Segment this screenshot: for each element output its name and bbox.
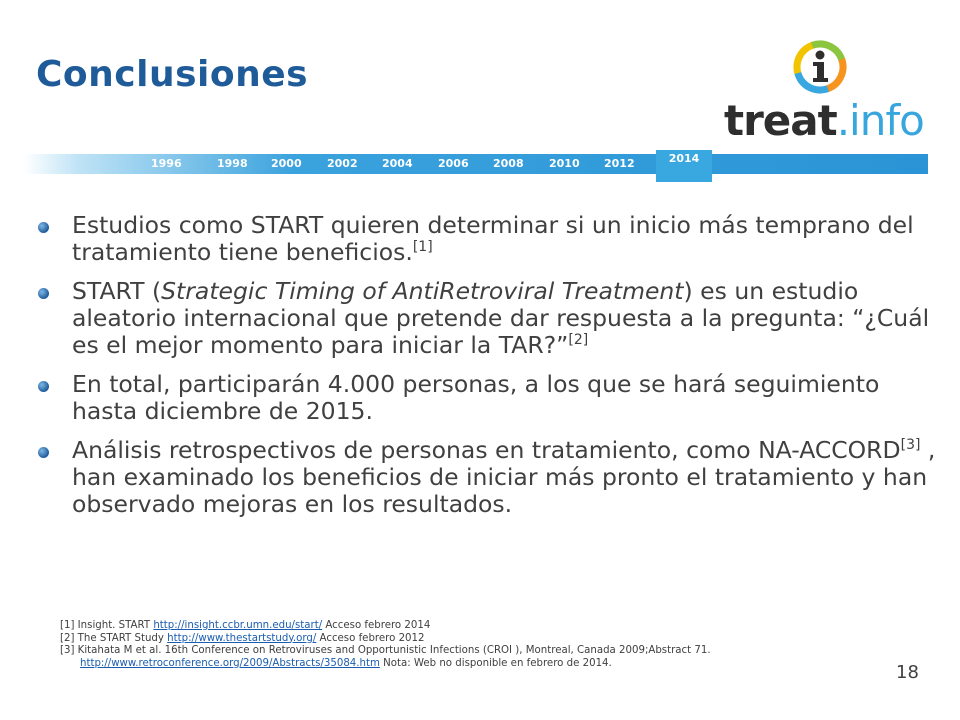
treat-info-logo xyxy=(720,34,924,154)
info-i-icon xyxy=(720,34,920,104)
references xyxy=(60,620,880,670)
bullet-item: START (Strategic Timing of AntiRetroviral Treatment) es un estudio aleatorio internacional que pretende dar respuesta a la pregunta: “¿Cuál es el mejor momento para iniciar la TAR?”[2] xyxy=(38,278,938,359)
timeline-year: 1996 xyxy=(151,157,182,170)
timeline-bar xyxy=(24,154,928,174)
timeline-year: 2012 xyxy=(604,157,635,170)
bullet-item: Estudios como START quieren determinar si un inicio más temprano del tratamiento tiene beneficios.[1] xyxy=(38,212,938,266)
bullet-icon xyxy=(38,222,49,233)
timeline-year-active: 2014 xyxy=(656,150,712,182)
reference-item: [2] The START Study http://www.thestartstudy.org/ Acceso febrero 2012 xyxy=(60,632,425,644)
reference-item: [3] Kitahata M et al. 16th Conference on Retroviruses and Opportunistic Infections (CROI ), Montreal, Canada 2009;Abstract 71. xyxy=(60,645,711,656)
bullet-list xyxy=(38,212,938,530)
reference-item: [1] Insight. START http://insight.ccbr.umn.edu/start/ Acceso febrero 2014 xyxy=(60,620,431,631)
bullet-icon xyxy=(38,447,49,458)
timeline-year: 2010 xyxy=(549,157,580,170)
timeline-year: 2000 xyxy=(271,157,302,170)
timeline-year: 2004 xyxy=(382,157,413,170)
slide-title: Conclusiones xyxy=(36,54,309,95)
timeline-year: 2002 xyxy=(327,157,358,170)
bullet-icon xyxy=(38,381,49,392)
bullet-item: En total, participarán 4.000 personas, a los que se hará seguimiento hasta diciembre de 2015. xyxy=(38,371,938,425)
page-number: 18 xyxy=(896,662,919,683)
reference-link[interactable]: http://insight.ccbr.umn.edu/start/ xyxy=(153,620,323,631)
logo-wordmark: treat.info xyxy=(724,96,924,145)
reference-item: http://www.retroconference.org/2009/Abstracts/35084.htm Nota: Web no disponible en febrero de 2014. xyxy=(80,657,612,669)
reference-link[interactable]: http://www.thestartstudy.org/ xyxy=(167,632,317,644)
timeline-year: 2006 xyxy=(438,157,469,170)
timeline-year: 1998 xyxy=(217,157,248,170)
bullet-icon xyxy=(38,288,49,299)
timeline-year: 2008 xyxy=(493,157,524,170)
reference-link[interactable]: http://www.retroconference.org/2009/Abstracts/35084.htm xyxy=(80,657,380,669)
bullet-item: Análisis retrospectivos de personas en tratamiento, como NA-ACCORD[3] , han examinado los beneficios de iniciar más pronto el tratamiento y han observado mejoras en los resultados. xyxy=(38,437,938,518)
